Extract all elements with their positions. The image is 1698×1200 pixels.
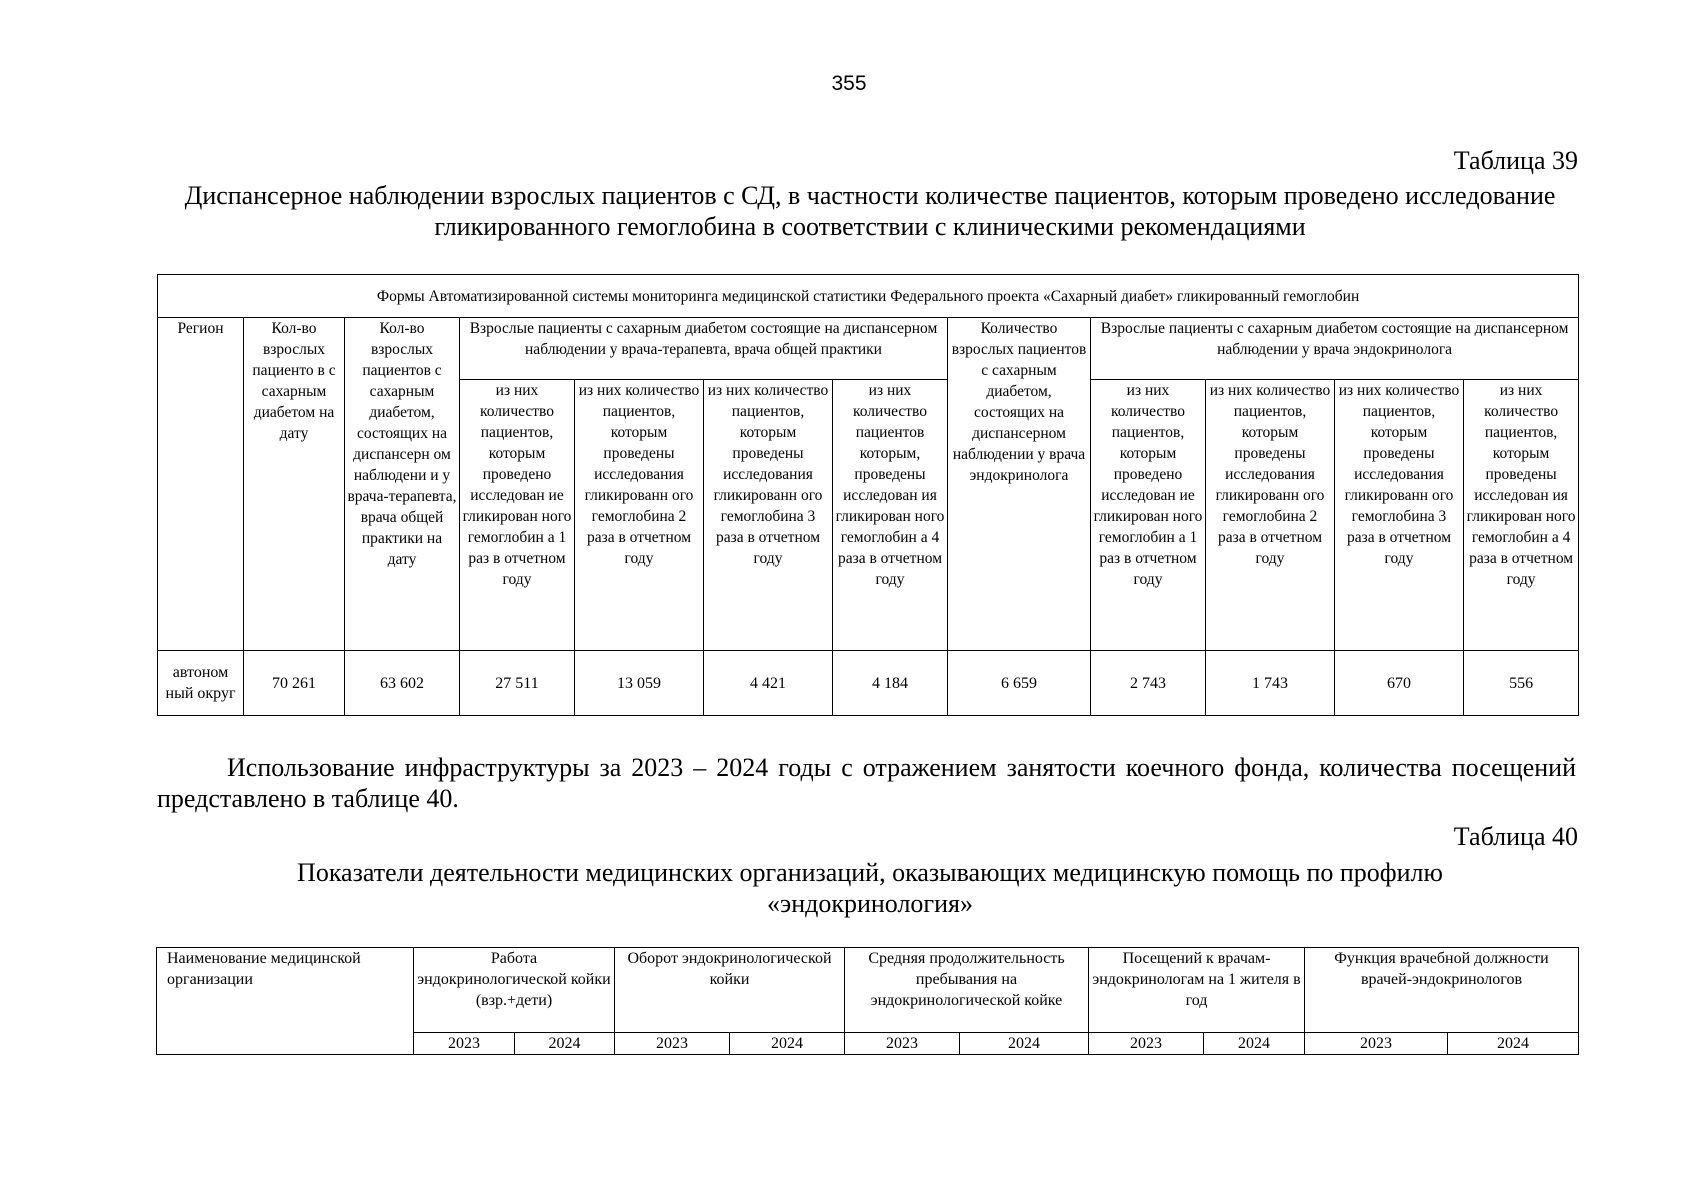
table-40-caption: Таблица 40 xyxy=(1453,822,1578,851)
subheader-therapist-3: из них количество пациентов, которым проведены исследования гликированн ого гемоглобина 3 раза в отчетном году xyxy=(704,380,833,651)
cell-value: 6 659 xyxy=(948,651,1091,716)
subheader-endocrinologist-4: из них количество пациентов, которым проведены исследован ия гликирован ного гемоглобин а 4 раза в отчетном году xyxy=(1464,380,1579,651)
table-39-top-header: Формы Автоматизированной системы мониторинга медицинской статистики Федерального проекта «Сахарный диабет» гликированный гемоглобин xyxy=(158,275,1579,318)
header-adults-endocrinologist: Количество взрослых пациентов с сахарным диабетом, состоящих на диспансерном наблюдении у врача эндокринолога xyxy=(948,318,1091,651)
cell-value: 13 059 xyxy=(575,651,704,716)
table-39-caption: Таблица 39 xyxy=(1453,146,1578,175)
subheader-endocrinologist-2: из них количество пациентов, которым проведены исследования гликированн ого гемоглобина 2 раза в отчетном году xyxy=(1206,380,1335,651)
header-position-function: Функция врачебной должности врачей-эндокринологов xyxy=(1305,948,1579,1033)
header-average-stay: Средняя продолжительность пребывания на эндокринологической койке xyxy=(845,948,1089,1033)
table-39-title: Диспансерное наблюдении взрослых пациентов с СД, в частности количестве пациентов, которым проведено исследование гликированного гемоглобина в соответствии с клиническими рекомендациями xyxy=(184,181,1556,241)
header-visits-per-resident: Посещений к врачам-эндокринологам на 1 жителя в год xyxy=(1089,948,1305,1033)
year-header: 2023 xyxy=(414,1033,515,1055)
cell-value: 27 511 xyxy=(460,651,575,716)
header-bed-work: Работа эндокринологической койки (взр.+дети) xyxy=(414,948,615,1033)
cell-value: 4 184 xyxy=(833,651,948,716)
year-header: 2023 xyxy=(1305,1033,1448,1055)
header-adults-diabetes: Кол-во взрослых пациенто в с сахарным диабетом на дату xyxy=(244,318,345,651)
cell-value: 63 602 xyxy=(345,651,460,716)
subheader-endocrinologist-1: из них количество пациентов, которым проведено исследован ие гликирован ного гемоглобин а 1 раз в отчетном году xyxy=(1091,380,1206,651)
body-paragraph: Использование инфраструктуры за 2023 – 2024 годы с отражением занятости коечного фонда, количества посещений представлено в таблице 40. xyxy=(157,753,1576,813)
year-header: 2024 xyxy=(515,1033,615,1055)
header-adults-therapist: Кол-во взрослых пациентов с сахарным диабетом, состоящих на диспансерн ом наблюдени и у врача-терапевта, врача общей практики на дату xyxy=(345,318,460,651)
cell-value: 1 743 xyxy=(1206,651,1335,716)
header-group-therapist: Взрослые пациенты с сахарным диабетом состоящие на диспансерном наблюдении у врача-терапевта, врача общей практики xyxy=(460,318,948,380)
table-40 xyxy=(156,947,1579,1055)
year-header: 2024 xyxy=(1448,1033,1579,1055)
cell-value: 556 xyxy=(1464,651,1579,716)
cell-value: 70 261 xyxy=(244,651,345,716)
subheader-therapist-2: из них количество пациентов, которым проведены исследования гликированн ого гемоглобина 2 раза в отчетном году xyxy=(575,380,704,651)
header-bed-turnover: Оборот эндокринологической койки xyxy=(615,948,845,1033)
table-39 xyxy=(157,274,1579,716)
cell-value: 2 743 xyxy=(1091,651,1206,716)
subheader-therapist-1: из них количество пациентов, которым проведено исследован ие гликирован ного гемоглобин а 1 раз в отчетном году xyxy=(460,380,575,651)
cell-region: автоном ный округ xyxy=(158,651,244,716)
subheader-therapist-4: из них количество пациентов которым, проведены исследован ия гликирован ного гемоглобин а 4 раза в отчетном году xyxy=(833,380,948,651)
header-organization: Наименование медицинской организации xyxy=(157,948,414,1055)
year-header: 2024 xyxy=(730,1033,845,1055)
subheader-endocrinologist-3: из них количество пациентов, которым проведены исследования гликированн ого гемоглобина 3 раза в отчетном году xyxy=(1335,380,1464,651)
year-header: 2024 xyxy=(960,1033,1089,1055)
year-header: 2023 xyxy=(615,1033,730,1055)
table-40-title: Показатели деятельности медицинских организаций, оказывающих медицинскую помощь по профилю «эндокринология» xyxy=(297,858,1443,918)
header-group-endocrinologist: Взрослые пациенты с сахарным диабетом состоящие на диспансерном наблюдении у врача эндокринолога xyxy=(1091,318,1579,380)
cell-value: 670 xyxy=(1335,651,1464,716)
page-number: 355 xyxy=(831,72,867,95)
table-row xyxy=(158,651,1579,716)
year-header: 2023 xyxy=(1089,1033,1204,1055)
header-region: Регион xyxy=(158,318,244,651)
year-header: 2024 xyxy=(1204,1033,1305,1055)
cell-value: 4 421 xyxy=(704,651,833,716)
year-header: 2023 xyxy=(845,1033,960,1055)
